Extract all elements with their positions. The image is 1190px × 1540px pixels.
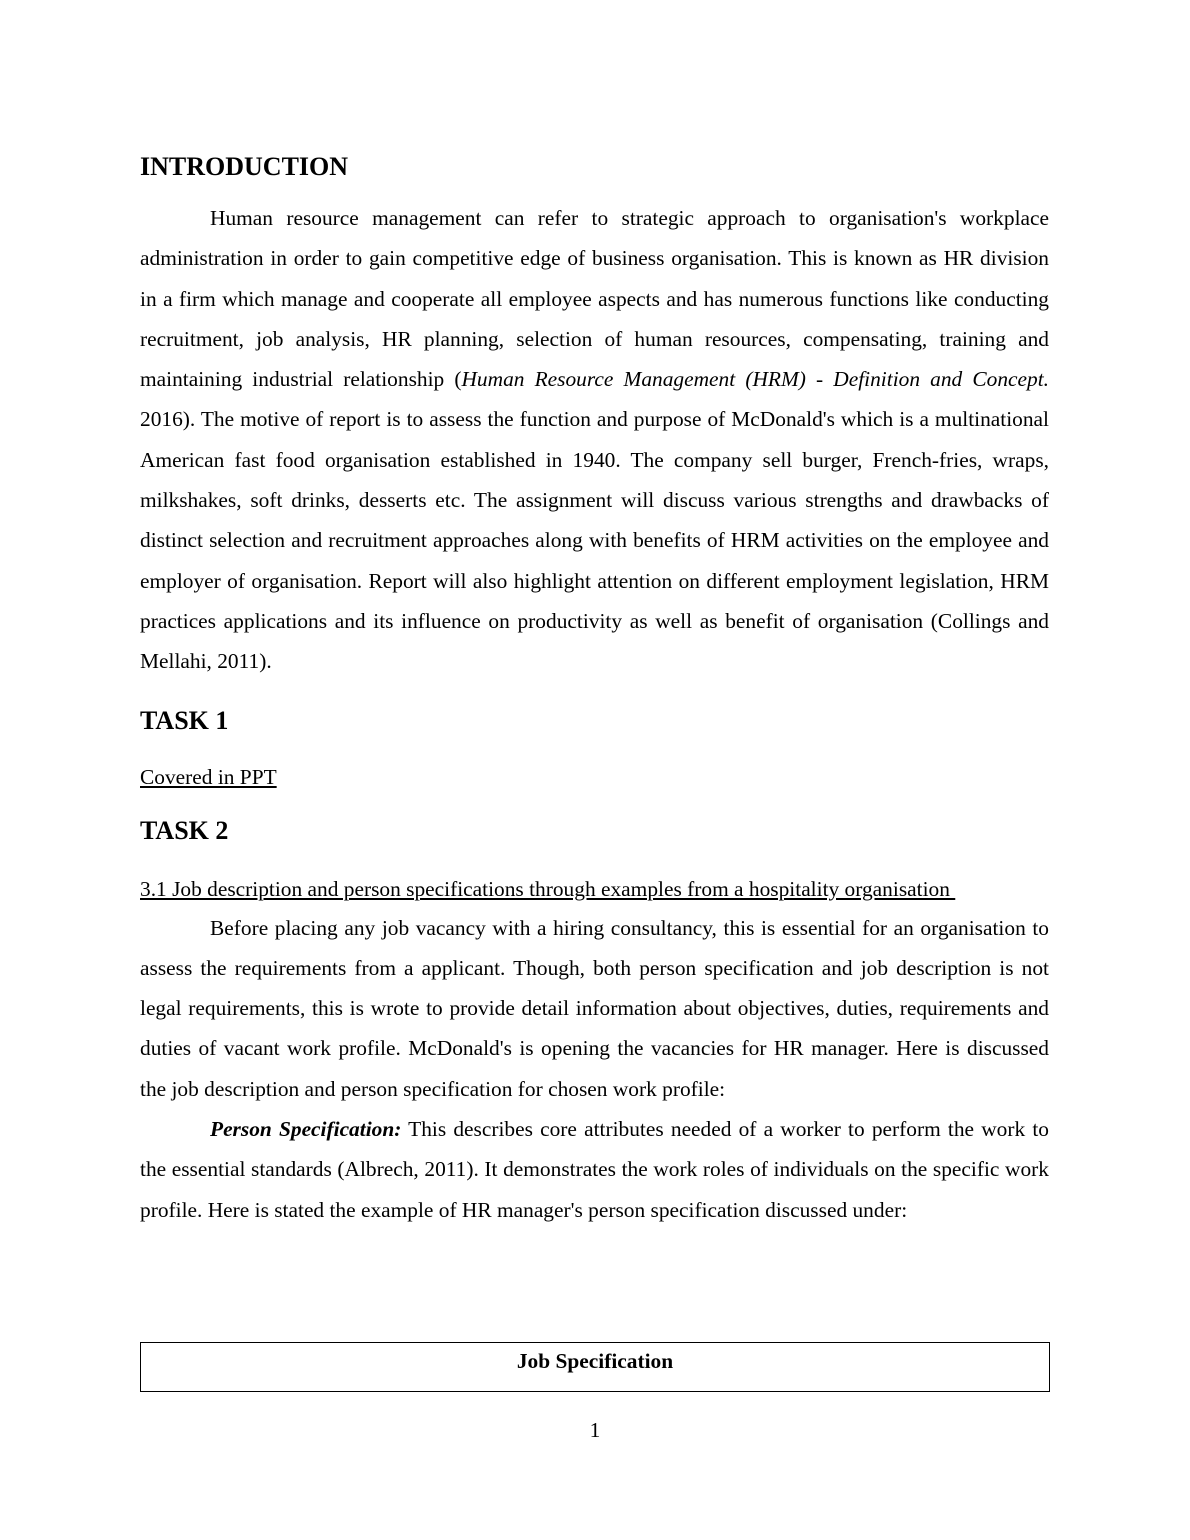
job-specification-table — [140, 1342, 1050, 1392]
task1-heading: TASK 1 — [140, 705, 229, 735]
task2-paragraph-2 — [140, 1109, 1049, 1230]
task1-note: Covered in PPT — [140, 764, 277, 789]
document-page — [140, 150, 1049, 1230]
introduction-paragraph — [140, 198, 1049, 682]
page-number: 1 — [589, 1418, 601, 1442]
task2-paragraph-1: Before placing any job vacancy with a hiring consultancy, this is essential for an organisation to assess the requirements from a applicant. Though, both person specification and job description is not legal requirements, this is wrote to provide detail information about objectives, duties, requirements and duties of vacant work profile. McDonald's is opening the vacancies for HR manager. Here is discussed the job description and person specification for chosen work profile: — [140, 915, 1049, 1101]
task2-heading: TASK 2 — [140, 815, 229, 845]
person-spec-text: This describes core attributes needed of a worker to perform the work to the essential standards (Albrech, 2011). It demonstrates the work roles of individuals on the specific work profile. Here is stated the example of HR manager's person specification discussed under: — [140, 1117, 1049, 1222]
introduction-heading: INTRODUCTION — [140, 152, 349, 181]
person-spec-lead: Person Specification: — [210, 1117, 402, 1142]
intro-citation: Human Resource Management (HRM) - Definition and Concept. — [461, 367, 1049, 392]
intro-text-part2: 2016). The motive of report is to assess the function and purpose of McDonald's which is a multinational American fast food organisation established in 1940. The company sell burger, French-fries, wraps, milkshakes, soft drinks, desserts etc. The assignment will discuss various strengths and drawbacks of distinct selection and recruitment approaches along with benefits of HRM activities on the employee and employer of organisation. Report will also highlight attention on different employment legislation, HRM practices applications and its influence on productivity as well as benefit of organisation (Collings and Mellahi, 2011). — [140, 407, 1049, 674]
intro-text-part1: Human resource management can refer to strategic approach to organisation's workplace administration in order to gain competitive edge of business organisation. This is known as HR division in a firm which manage and cooperate all employee aspects and has numerous functions like conducting recruitment, job analysis, HR planning, selection of human resources, compensating, training and maintaining industrial relationship ( — [140, 206, 1049, 392]
table-header: Job Specification — [516, 1349, 674, 1373]
task2-subheading: 3.1 Job description and person specifications through examples from a hospitality organisation — [140, 876, 956, 901]
